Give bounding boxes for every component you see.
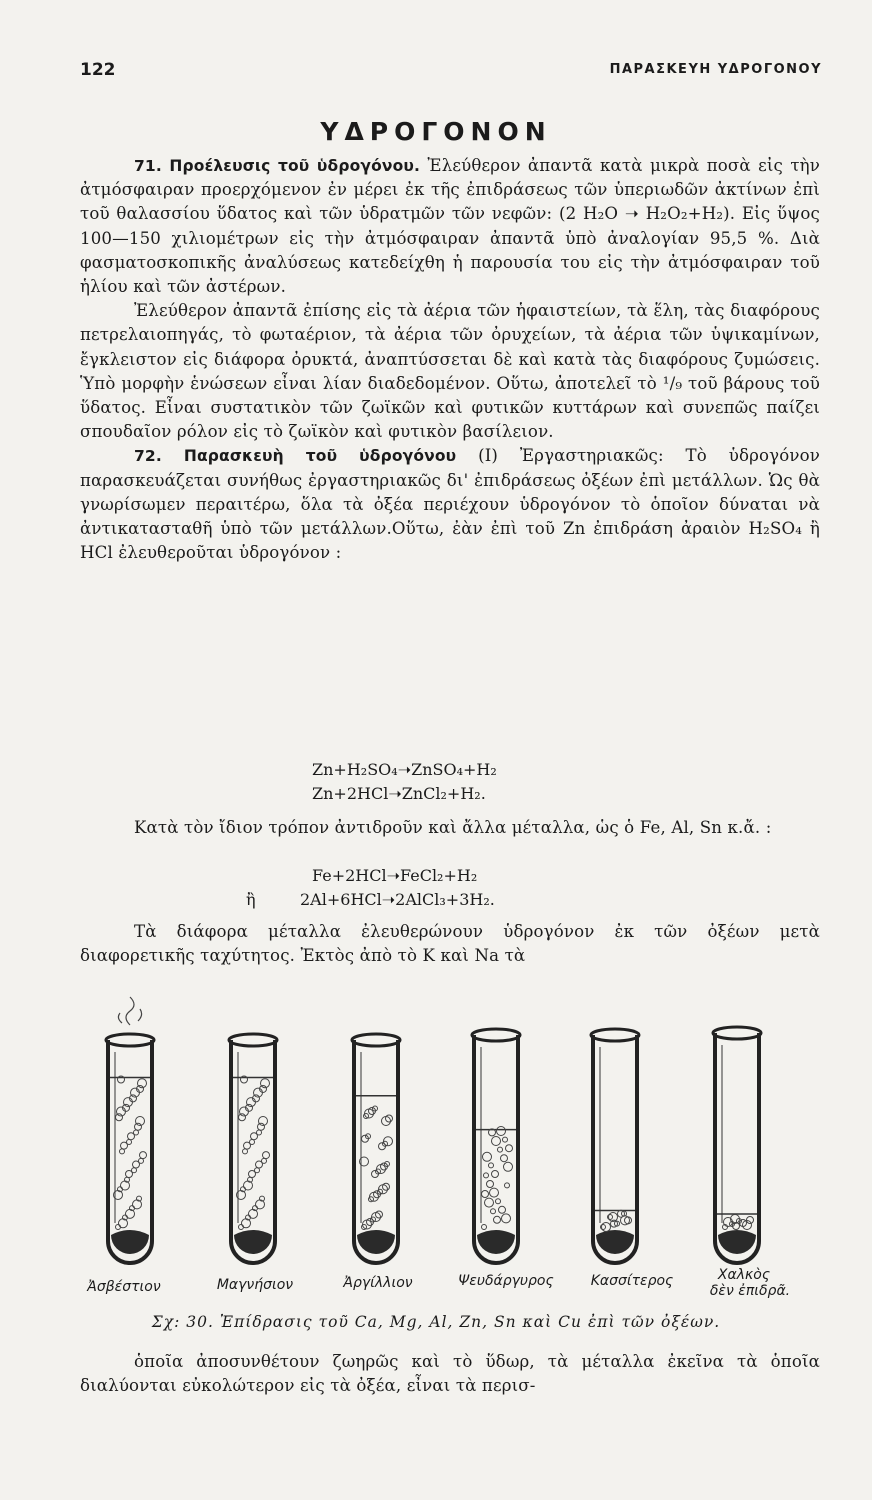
text-4: ὁποῖα ἀποσυνθέτουν ζωηρῶς καὶ τὸ ὕδωρ, τὰ μέταλλα ἐκεῖνα τὰ ὁποῖα διαλύονται εὐκολώτερον εἰς τὰ ὀξέα, εἶναι τὰ περισ- — [80, 1352, 820, 1396]
label-aluminium: Ἀργίλλιον — [343, 1275, 413, 1291]
section-72-subheading: (I) Ἐργαστηριακῶς: — [456, 446, 664, 466]
label-copper: Χαλκὸς — [717, 1267, 771, 1283]
test-tube-copper — [713, 1027, 761, 1263]
paragraph-3 — [80, 920, 820, 968]
equation-al: 2Al+6HCl➝2AlCl₃+3H₂. — [300, 890, 495, 909]
test-tube-zinc — [472, 1029, 520, 1263]
section-72-text: Τὸ ὑδρογόνον παρασκευάζεται συνήθως ἐργαστηριακῶς δι' ἐπιδράσεως ὀξέων ἐπὶ μετάλλων. Ὡς θὰ γνωρίσωμεν περαιτέρω, ὅλα τὰ ὀξέα περιέχουν ὑδρογόνον τὸ ὁποῖον δύναται νὰ ἀντικατασταθῆ ὑπὸ τῶν μετάλλων.Οὕτω, ἐὰν ἐπὶ τοῦ Zn ἐπιδράση ἀραιὸν H₂SO₄ ἢ HCl ἐλευθεροῦται ὑδρογόνον : — [80, 446, 820, 563]
paragraph-4 — [80, 1350, 820, 1398]
equation-zn-h2so4: Zn+H₂SO₄➝ZnSO₄+H₂ — [312, 760, 497, 779]
section-71-text: Ἐλεύθερον ἀπαντᾶ κατὰ μικρὰ ποσὰ εἰς τὴν ἀτμόσφαιραν προερχόμενον ἐν μέρει ἐκ τῆς ἐπιδράσεως τῶν ὑπεριωδῶν ἀκτίνων ἐπὶ τοῦ θαλασσίου ὕδατος καὶ τῶν ὑδρατμῶν τῶν νεφῶν: (2 H₂O ➝ H₂O₂+H₂). Εἰς ὕψος 100—150 χιλιομέτρων εἰς τὴν ἀτμόσφαιραν ἀπαντᾶ ὑπὸ ἀναλογίαν 95,5 %. Διὰ φασματοσκοπικῆς ἀναλύσεως κατεδείχθη ἡ παρουσία του εἰς τὴν ἀτμόσφαιραν τοῦ ἡλίου καὶ τῶν ἀστέρων. — [80, 156, 820, 297]
mid-text: Κατὰ τὸν ἴδιον τρόπον ἀντιδροῦν καὶ ἄλλα μέταλλα, ὡς ὁ Fe, Al, Sn κ.ἄ. : — [134, 818, 772, 837]
equations-zn — [0, 758, 872, 806]
page-header — [80, 60, 822, 84]
label-tin: Κασσίτερος — [590, 1273, 674, 1289]
equations-fe-al — [0, 864, 872, 912]
section-72-heading: 72. Παρασκευὴ τοῦ ὑδρογόνου — [134, 447, 457, 466]
equation-zn-hcl: Zn+2HCl➝ZnCl₂+H₂. — [312, 784, 486, 803]
test-tube-calcium — [106, 1034, 154, 1263]
mid-paragraph — [80, 816, 820, 840]
test-tubes-figure — [60, 985, 840, 1305]
test-tube-magnesium — [229, 1034, 277, 1263]
figure-labels — [0, 1267, 872, 1312]
figure-caption: Σχ: 30. Ἐπίδρασις τοῦ Ca, Mg, Al, Zn, Sn καὶ Cu ἐπὶ τῶν ὀξέων. — [151, 1313, 721, 1331]
running-title: ΠΑΡΑΣΚΕΥΗ ΥΔΡΟΓΟΝΟΥ — [609, 62, 822, 77]
section-71 — [80, 154, 820, 565]
label-zinc: Ψευδάργυρος — [458, 1273, 554, 1289]
section-71-heading: 71. Προέλευσις τοῦ ὑδρογόνου. — [134, 157, 421, 175]
label-magnesium: Μαγνήσιον — [216, 1277, 294, 1293]
test-tube-tin — [591, 1029, 639, 1263]
section-71-paragraph-2: Ἐλεύθερον ἀπαντᾶ ἐπίσης εἰς τὰ ἀέρια τῶν ἡφαιστείων, τὰ ἕλη, τὰς διαφόρους πετρελαιοπηγάς, τὸ φωταέριον, τὰ ἀέρια τῶν ὀρυχείων, τὰ ἀέρια τῶν ὑψικαμίνων, ἔγκλειστον εἰς διάφορα ὀρυκτά, ἀναπτύσσεται δὲ καὶ κατὰ τὰς διαφόρους ζυμώσεις. Ὑπὸ μορφὴν ἑνώσεων εἶναι λίαν διαδεδομένον. Οὕτω, ἀποτελεῖ τὸ ¹/₉ τοῦ βάρους τοῦ ὕδατος. Εἶναι συστατικὸν τῶν ζωϊκῶν καὶ φυτικῶν κυττάρων καὶ συνεπῶς παίζει σπουδαῖον ρόλον εἰς τὸ ζωϊκὸν καὶ φυτικὸν βασίλειον. — [80, 301, 820, 442]
label-copper-note: δὲν ἐπιδρᾶ. — [709, 1283, 791, 1299]
page-number: 122 — [80, 60, 116, 80]
equation-or: ἢ — [246, 890, 256, 909]
section-71-paragraph — [80, 154, 820, 299]
section-72-paragraph — [80, 444, 820, 565]
chapter-title: ΥΔΡΟΓΟΝΟΝ — [320, 117, 552, 146]
equation-al-line — [0, 888, 872, 912]
text-3: Τὰ διάφορα μέταλλα ἐλευθερώνουν ὑδρογόνον ἐκ τῶν ὀξέων μετὰ διαφορετικῆς ταχύτητος. Ἐκτὸς ἀπὸ τὸ K καὶ Na τὰ — [80, 922, 820, 966]
test-tube-aluminium — [352, 1034, 400, 1263]
label-calcium: Ἀσβέστιον — [87, 1279, 161, 1295]
gas-bubbles-icon — [118, 997, 141, 1025]
equation-fe: Fe+2HCl➝FeCl₂+H₂ — [312, 866, 478, 885]
